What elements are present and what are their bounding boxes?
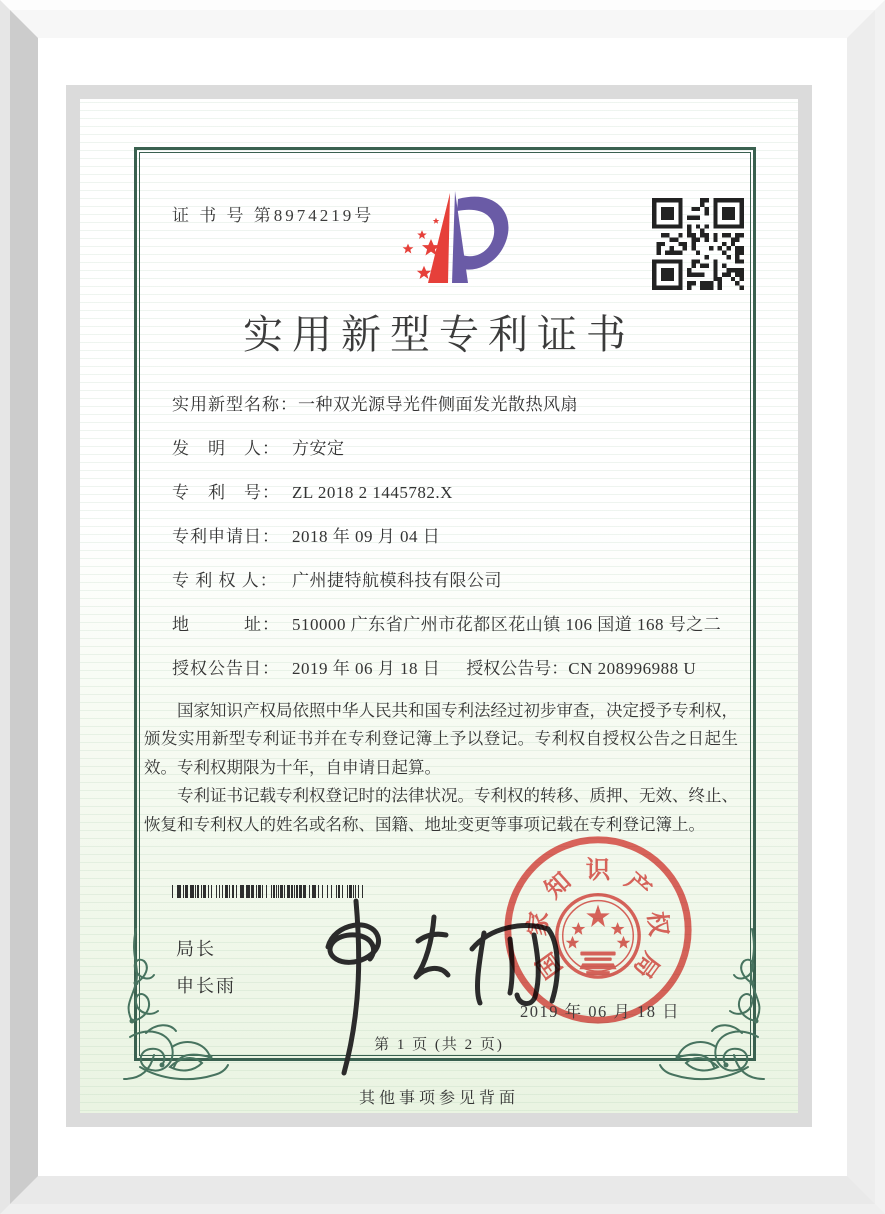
field-value: 2019 年 06 月 18 日 bbox=[292, 659, 441, 678]
seal-char: 知 bbox=[540, 867, 577, 905]
field-inventor bbox=[172, 440, 752, 457]
officer-name: 申长雨 bbox=[176, 976, 236, 996]
field-label: 专利申请日： bbox=[172, 527, 280, 546]
grant-date-group bbox=[172, 660, 440, 677]
field-value: 2018 年 09 月 04 日 bbox=[292, 527, 441, 546]
cnipa-logo-icon bbox=[384, 183, 516, 295]
field-grant-announcement bbox=[172, 660, 752, 677]
page-indicator: 第 1 页 (共 2 页) bbox=[374, 1037, 504, 1053]
field-patent-number bbox=[172, 484, 752, 501]
frame-mat bbox=[38, 38, 847, 1176]
certificate-title: 实用新型专利证书 bbox=[243, 312, 635, 357]
field-label: 地 址： bbox=[172, 615, 280, 634]
picture-frame-bevel bbox=[10, 10, 875, 1204]
grant-number-group bbox=[466, 660, 696, 677]
certificate-paper bbox=[80, 99, 798, 1113]
seal-char: 产 bbox=[619, 867, 656, 905]
officer-block bbox=[176, 935, 236, 1009]
back-note: 其他事项参见背面 bbox=[358, 1090, 519, 1107]
body-paragraph-1: 国家知识产权局依照中华人民共和国专利法经过初步审查，决定授予专利权，颁发实用新型专利证书并在专利登记簿上予以登记。专利权自授权公告之日起生效。专利权期限为十年，自申请日起算。 bbox=[144, 701, 738, 777]
national-emblem-icon bbox=[557, 895, 639, 977]
certificate-body-text bbox=[144, 697, 738, 839]
mat-opening bbox=[66, 85, 812, 1127]
qr-code bbox=[652, 198, 744, 290]
field-value: 510000 广东省广州市花都区花山镇 106 国道 168 号之二 bbox=[292, 615, 722, 634]
certificate-number: 证 书 号 第8974219号 bbox=[172, 206, 375, 225]
field-application-date bbox=[172, 528, 752, 545]
body-paragraph-2: 专利证书记载专利权登记时的法律状况。专利权的转移、质押、无效、终止、恢复和专利权人的姓名或名称、国籍、地址变更等事项记载在专利登记簿上。 bbox=[144, 786, 738, 834]
certificate-fields bbox=[172, 396, 752, 677]
seal-char: 识 bbox=[585, 857, 611, 885]
field-utility-model-name bbox=[172, 396, 752, 413]
field-value: CN 208996988 U bbox=[568, 659, 697, 678]
seal-char: 权 bbox=[642, 910, 672, 938]
field-label: 授权公告号： bbox=[466, 659, 569, 678]
field-value: 方安定 bbox=[292, 439, 345, 458]
field-label: 发 明 人： bbox=[172, 439, 280, 458]
field-value: ZL 2018 2 1445782.X bbox=[292, 483, 453, 502]
field-patentee bbox=[172, 572, 752, 589]
seal-char: 国 bbox=[531, 947, 569, 983]
field-label: 专 利 号： bbox=[172, 483, 280, 502]
field-label: 专 利 权 人： bbox=[172, 571, 278, 590]
seal-char: 局 bbox=[627, 947, 665, 983]
field-address bbox=[172, 616, 752, 633]
field-value: 一种双光源导光件侧面发光散热风扇 bbox=[298, 395, 578, 414]
seal-date: 2019 年 06 月 18 日 bbox=[520, 1002, 681, 1021]
seal-char: 家 bbox=[524, 910, 554, 938]
field-label: 实用新型名称： bbox=[172, 395, 298, 414]
field-label: 授权公告日： bbox=[172, 659, 280, 678]
officer-title: 局长 bbox=[176, 939, 216, 959]
field-value: 广州捷特航模科技有限公司 bbox=[292, 571, 502, 590]
